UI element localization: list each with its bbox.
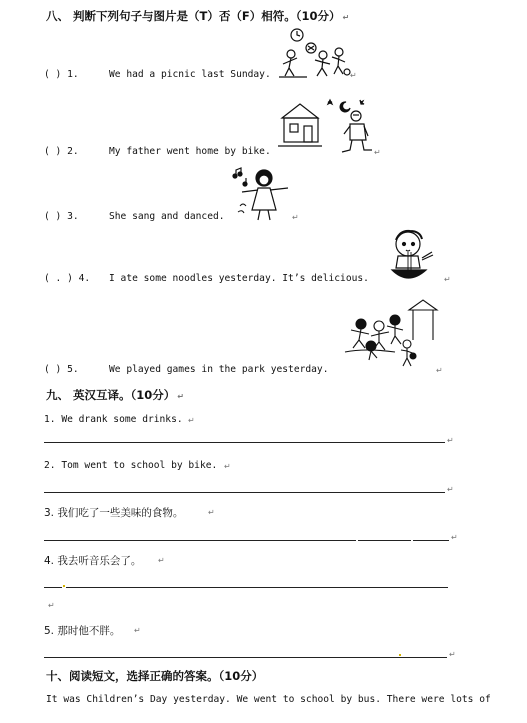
- item-5-sentence: We played games in the park yesterday.: [109, 364, 329, 375]
- answer-line-3a[interactable]: [44, 540, 356, 541]
- translation-item-5: 5. 那时他不胖。: [44, 625, 121, 637]
- translation-item-4: 4. 我去听音乐会了。: [44, 555, 142, 567]
- item-5-bracket[interactable]: ( ) 5.: [44, 364, 79, 375]
- section-8-heading: 八、 判断下列句子与图片是（T）否（F）相符。（10分） ↵: [46, 9, 350, 23]
- girl-singing-dancing-drawing: [232, 166, 294, 224]
- answer-line-4a[interactable]: [44, 587, 62, 588]
- return-mark: ↵: [188, 416, 195, 425]
- answer-line-3b[interactable]: [358, 540, 411, 541]
- section-10-heading: 十、阅读短文，选择正确的答案。（10分）: [46, 669, 264, 683]
- item-3-sentence: She sang and danced.: [109, 211, 225, 222]
- answer-line-4b[interactable]: [66, 587, 448, 588]
- item-4-bracket[interactable]: ( . ) 4.: [44, 273, 91, 284]
- answer-line-5[interactable]: [44, 657, 447, 658]
- item-2-sentence: My father went home by bike.: [109, 146, 271, 157]
- boy-eating-noodles-drawing: [386, 228, 438, 288]
- translation-item-1: 1. We drank some drinks.: [44, 414, 183, 425]
- return-mark: ↵: [447, 436, 454, 445]
- return-mark: ↵: [451, 533, 458, 542]
- translation-item-2: 2. Tom went to school by bike.: [44, 460, 218, 471]
- man-walking-home-at-night-drawing: [278, 96, 378, 154]
- answer-line-1[interactable]: [44, 442, 445, 443]
- item-4-sentence: I ate some noodles yesterday. It’s delicious.: [109, 273, 369, 284]
- return-mark: ↵: [48, 601, 55, 610]
- translation-item-3: 3. 我们吃了一些美味的食物。: [44, 507, 184, 519]
- yellow-mark: [399, 654, 401, 656]
- section-9-heading: 九、 英汉互译。（10分） ↵: [46, 388, 184, 402]
- yellow-mark: [63, 585, 65, 587]
- reading-passage: It was Children’s Day yesterday. We went to school by bus. There were lots of: [46, 694, 491, 705]
- return-mark: ↵: [350, 71, 357, 80]
- item-3-bracket[interactable]: ( ) 3.: [44, 211, 79, 222]
- return-mark: ↵: [224, 462, 231, 471]
- kids-playing-in-park-drawing: [343, 296, 439, 372]
- item-1-sentence: We had a picnic last Sunday.: [109, 69, 271, 80]
- return-mark: ↵: [444, 275, 451, 284]
- children-picnic-drawing: [277, 28, 355, 80]
- return-mark: ↵: [436, 366, 443, 375]
- answer-line-3c[interactable]: [413, 540, 449, 541]
- return-mark: ↵: [292, 213, 299, 222]
- item-1-bracket[interactable]: ( ) 1.: [44, 69, 79, 80]
- return-mark: ↵: [447, 485, 454, 494]
- answer-line-2[interactable]: [44, 492, 445, 493]
- item-2-bracket[interactable]: ( ) 2.: [44, 146, 79, 157]
- return-mark: ↵: [374, 148, 381, 157]
- return-mark: ↵: [158, 556, 165, 565]
- return-mark: ↵: [449, 650, 456, 659]
- return-mark: ↵: [134, 626, 141, 635]
- return-mark: ↵: [208, 508, 215, 517]
